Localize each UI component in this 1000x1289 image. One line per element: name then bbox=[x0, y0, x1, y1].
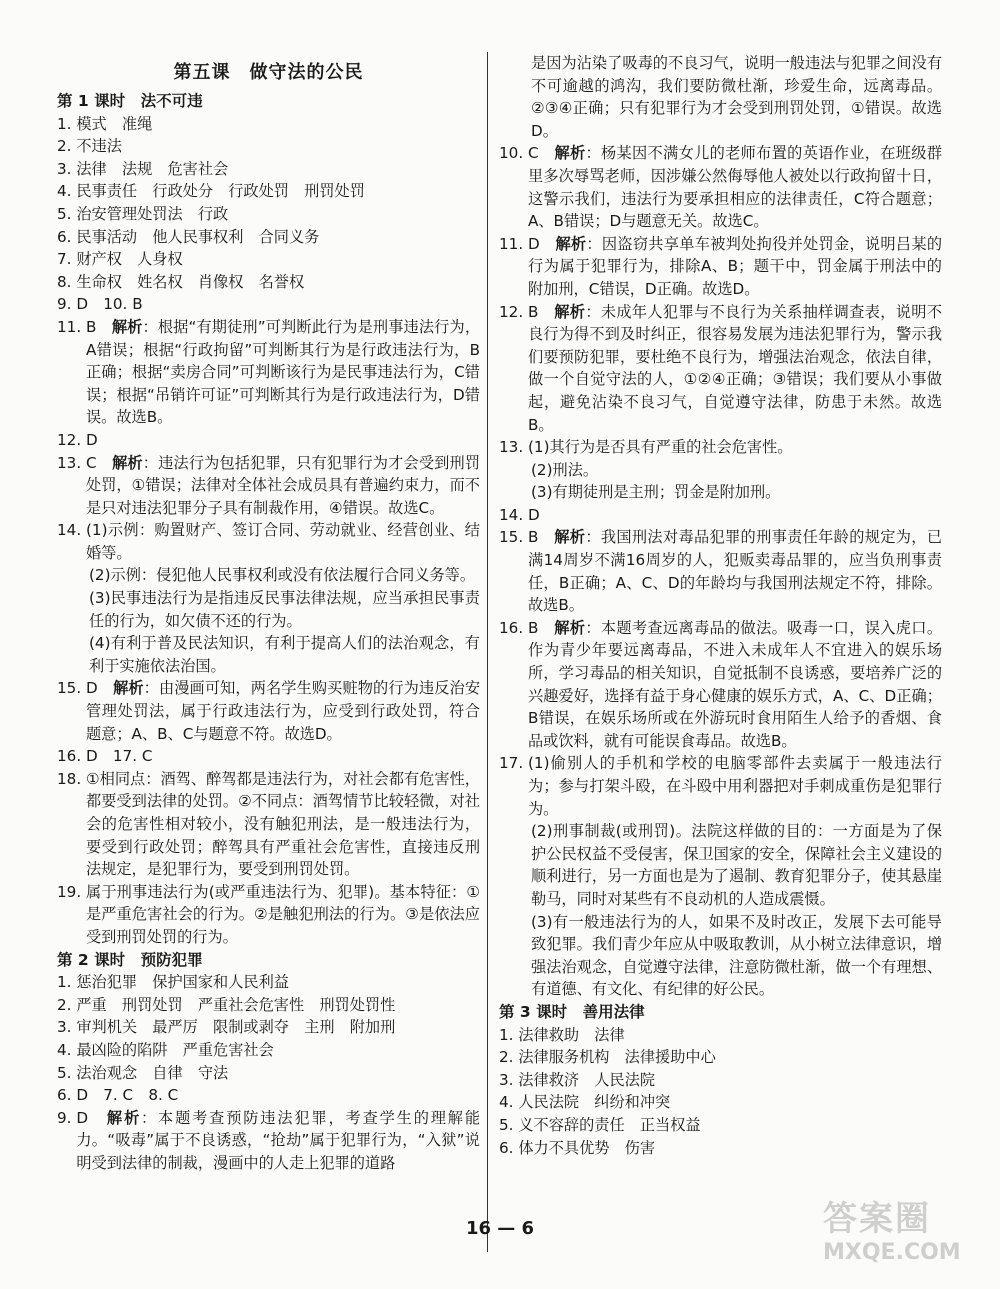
analysis-label: 解析 bbox=[554, 302, 586, 321]
item-text bbox=[76, 1039, 480, 1062]
item-body: ：杨某因不满女儿的老师布置的英语作业，在班级群里多次辱骂老师，因涉嫌公然侮辱他人被处以行政拘留十日，这警示我们，违法行为要承担相应的法律责任，C符合题意；A、B错误；D与题意无关。故选C。 bbox=[527, 144, 942, 231]
item-body: ：未成年人犯罪与不良行为关系抽样调查表，说明不良行为得不到及时纠正，很容易发展为违法犯罪行为，警示我们要预防犯罪，要杜绝不良行为，增强法治观念，依法自律，做一个自觉守法的人，①②④正确；③错误；我们要从小事做起，避免沾染不良习气，自觉遵守法律，防患于未然。故选B。 bbox=[527, 302, 943, 434]
item-text bbox=[528, 752, 942, 820]
item-body: 体力不具优势 伤害 bbox=[518, 1138, 656, 1157]
item-text bbox=[86, 768, 480, 881]
item-number: 1. bbox=[57, 973, 77, 992]
answer-item bbox=[499, 1069, 942, 1092]
answer-item bbox=[57, 226, 480, 249]
item-text bbox=[528, 436, 942, 459]
item-choice: B bbox=[527, 618, 555, 637]
item-body: D bbox=[85, 430, 98, 449]
item-body: ：本题考查预防违法犯罪，考查学生的理解能力。“吸毒”属于不良诱惑，“抢劫”属于犯罪行为，“入狱”说明受到法律的制裁，漫画中的人走上犯罪的道路 bbox=[76, 1108, 481, 1172]
answer-item bbox=[57, 1062, 480, 1085]
item-body: (1)偷别人的手机和学校的电脑零部件去卖属于一般违法行为；参与打架斗殴，在斗殴中用利器把对手刺成重伤是犯罪行为。 bbox=[527, 754, 942, 818]
item-text bbox=[528, 504, 942, 527]
item-number: 4. bbox=[499, 1093, 519, 1112]
answer-item bbox=[499, 301, 942, 437]
analysis-label: 解析 bbox=[554, 618, 586, 637]
item-body: 财产权 人身权 bbox=[76, 250, 183, 269]
item-number: 6. bbox=[57, 227, 77, 246]
item-text bbox=[76, 180, 480, 203]
item-number: 12. bbox=[499, 302, 528, 321]
item-text bbox=[86, 519, 480, 564]
answer-item bbox=[499, 526, 942, 616]
item-body: 法律 法规 危害社会 bbox=[76, 159, 229, 178]
item-choice: C bbox=[527, 144, 555, 163]
item-text bbox=[86, 881, 480, 949]
item-number: 16. bbox=[499, 618, 528, 637]
item-choice: C bbox=[85, 453, 113, 472]
item-text bbox=[76, 158, 480, 181]
item-body: 义不容辞的责任 正当权益 bbox=[518, 1115, 701, 1134]
item-number: 4. bbox=[57, 1040, 77, 1059]
answer-item bbox=[57, 293, 480, 316]
answer-item bbox=[499, 504, 942, 527]
answer-item bbox=[57, 1084, 480, 1107]
item-body: ：因盗窃共享单车被判处拘役并处罚金，说明吕某的行为属于犯罪行为，排除A、B；题干中，罚金属于刑法中的附加刑，C错误，D正确。故选D。 bbox=[527, 234, 943, 298]
answer-item bbox=[57, 113, 480, 136]
answer-item bbox=[57, 1016, 480, 1039]
answer-item bbox=[57, 203, 480, 226]
item-body: (1)其行为是否具有严重的社会危害性。 bbox=[527, 438, 793, 457]
item-text bbox=[528, 617, 942, 753]
item-body: 法律救助 法律 bbox=[518, 1025, 625, 1044]
item-body: ：本题考查远离毒品的做法。吸毒一口，误入虎口。作为青少年要远离毒品，不进入未成年人不宜进入的娱乐场所，学习毒品的相关知识，自觉抵制不良诱惑，要培养广泛的兴趣爱好，选择有益于身心健康的娱乐方式，A、C、D正确；B错误，在娱乐场所或在外游玩时食用陌生人给予的香烟、食品或饮料，就有可能误食毒品。故选B。 bbox=[527, 618, 943, 750]
item-body: ：根据“有期徒刑”可判断此行为是刑事违法行为，A错误；根据“行政拘留”可判断其行为是行政违法行为，B正确；根据“卖房合同”可判断该行为是民事违法行为，C错误；根据“吊销许可证”可判断其行为是行政违法行为，D错误。故选B。 bbox=[85, 317, 481, 427]
item-number: 5. bbox=[57, 1063, 77, 1082]
item-text bbox=[518, 1024, 942, 1047]
item-text bbox=[86, 316, 480, 429]
item-number: 3. bbox=[499, 1070, 519, 1089]
item-text bbox=[86, 429, 480, 452]
analysis-label: 解析 bbox=[554, 528, 586, 547]
sub-answer: (3)有一般违法行为的人，如果不及时改正，发展下去可能导致犯罪。我们青少年应从中吸取教训，从小树立法律意识，增强法治观念，自觉遵守法律，注意防微杜渐，做一个有理想、有道德、有文化、有纪律的好公民。 bbox=[531, 912, 942, 999]
sub-answer: (3)民事违法行为是指违反民事法律法规，应当承担民事责任的行为，如欠债不还的行为。 bbox=[89, 589, 480, 630]
answer-item bbox=[499, 1046, 942, 1069]
item-number: 2. bbox=[57, 995, 77, 1014]
item-body: D bbox=[527, 505, 540, 524]
item-number: 8. bbox=[57, 272, 77, 291]
analysis-label: 解析 bbox=[111, 317, 143, 336]
answer-item bbox=[57, 768, 480, 881]
item-text bbox=[76, 1062, 480, 1085]
item-number: 13. bbox=[499, 438, 528, 457]
item-text bbox=[76, 248, 480, 271]
item-text bbox=[518, 1137, 942, 1160]
item-body: D 7. C 8. C bbox=[76, 1086, 179, 1105]
item-body: 严重 刑罚处罚 严重社会危害性 刑罚处罚性 bbox=[76, 995, 396, 1014]
item-text bbox=[518, 1046, 942, 1069]
item-text bbox=[76, 1016, 480, 1039]
sub-answer: (2)刑法。 bbox=[531, 460, 599, 479]
right-column bbox=[499, 52, 942, 1159]
item-text bbox=[76, 113, 480, 136]
item-number: 9. bbox=[57, 295, 77, 314]
item-number: 17. bbox=[499, 754, 528, 773]
item-number: 2. bbox=[57, 137, 77, 156]
item-text bbox=[518, 1114, 942, 1137]
item-number: 15. bbox=[499, 528, 528, 547]
item-body: 法律救济 人民法院 bbox=[518, 1070, 656, 1089]
answer-item bbox=[499, 1114, 942, 1137]
item-number: 4. bbox=[57, 182, 77, 201]
continued-text: 是因为沾染了吸毒的不良习气，说明一般违法与犯罪之间没有不可逾越的鸿沟，我们要防微杜渐，珍爱生命，远离毒品。②③④正确；只有犯罪行为才会受到刑罚处罚，①错误。故选D。 bbox=[531, 54, 942, 140]
answer-item bbox=[57, 994, 480, 1017]
sub-answer: (3)有期徒刑是主刑；罚金是附加刑。 bbox=[531, 483, 781, 502]
item-text bbox=[76, 293, 480, 316]
item-body: ①相同点：酒驾、醉驾都是违法行为，对社会都有危害性，都要受到法律的处罚。②不同点：酒驾情节比较轻微，对社会的危害性相对较小，没有触犯刑法，是一般违法行为，要受到行政处罚；醉驾具有严重社会危害性，直接违反刑法规定，是犯罪行为，要受到刑罚处罚。 bbox=[85, 769, 480, 879]
item-choice: D bbox=[527, 234, 556, 253]
item-body: 民事活动 他人民事权利 合同义务 bbox=[76, 227, 320, 246]
answer-item bbox=[57, 429, 480, 452]
analysis-label: 解析 bbox=[112, 453, 143, 472]
watermark-logo bbox=[823, 1191, 973, 1271]
answer-item bbox=[57, 135, 480, 158]
item-body: 民事责任 行政处分 行政处罚 刑罚处罚 bbox=[76, 182, 365, 201]
lesson-title: 第五课 做守法的公民 bbox=[173, 62, 364, 83]
item-choice: D bbox=[85, 679, 114, 698]
item-number: 3. bbox=[57, 159, 77, 178]
answer-item bbox=[57, 677, 480, 745]
item-body: 不违法 bbox=[76, 137, 122, 156]
item-number: 19. bbox=[57, 882, 86, 901]
item-text bbox=[86, 452, 480, 520]
analysis-label: 解析 bbox=[106, 1108, 142, 1127]
item-number: 9. bbox=[57, 1108, 77, 1127]
answer-item bbox=[57, 158, 480, 181]
answer-item bbox=[57, 881, 480, 949]
answer-item bbox=[57, 519, 480, 564]
item-text bbox=[86, 745, 480, 768]
item-number: 12. bbox=[57, 430, 86, 449]
item-number: 14. bbox=[57, 521, 86, 540]
item-body: 治安管理处罚法 行政 bbox=[76, 204, 229, 223]
item-number: 10. bbox=[499, 144, 528, 163]
answer-item bbox=[499, 752, 942, 820]
answer-item bbox=[57, 271, 480, 294]
item-body: D 10. B bbox=[76, 295, 143, 314]
item-text bbox=[518, 1069, 942, 1092]
item-body: 属于刑事违法行为(或严重违法行为、犯罪)。基本特征：①是严重危害社会的行为。②是触犯刑法的行为。③是依法应受到刑罚处罚的行为。 bbox=[85, 882, 480, 946]
item-choice: B bbox=[527, 302, 555, 321]
analysis-label: 解析 bbox=[555, 234, 587, 253]
watermark-url: MXQE.COM bbox=[823, 1240, 961, 1265]
answer-item bbox=[57, 1039, 480, 1062]
item-choice: B bbox=[527, 528, 555, 547]
item-number: 13. bbox=[57, 453, 86, 472]
item-body: D 17. C bbox=[85, 747, 153, 766]
item-number: 6. bbox=[57, 1086, 77, 1105]
item-body: ：违法行为包括犯罪，只有犯罪行为才会受到刑罚处罚，①错误；法律对全体社会成员具有普遍约束力，而不是只对违法犯罪分子具有制裁作用，④错误。故选C。 bbox=[85, 453, 481, 517]
item-choice: D bbox=[76, 1108, 107, 1127]
column-divider bbox=[487, 52, 488, 1252]
item-text bbox=[528, 301, 942, 437]
answer-item bbox=[57, 316, 480, 429]
item-number: 11. bbox=[57, 317, 86, 336]
item-body: 法律服务机构 法律援助中心 bbox=[518, 1048, 716, 1067]
answer-item bbox=[499, 1024, 942, 1047]
item-body: 生命权 姓名权 肖像权 名誉权 bbox=[76, 272, 305, 291]
item-number: 7. bbox=[57, 250, 77, 269]
item-text bbox=[518, 1091, 942, 1114]
answer-item bbox=[57, 1107, 480, 1175]
answer-item bbox=[499, 142, 942, 232]
item-number: 1. bbox=[499, 1025, 519, 1044]
item-text bbox=[76, 271, 480, 294]
item-body: 法治观念 自律 守法 bbox=[76, 1063, 229, 1082]
item-number: 11. bbox=[499, 234, 528, 253]
item-number: 2. bbox=[499, 1048, 519, 1067]
answer-item bbox=[57, 452, 480, 520]
answer-item bbox=[57, 180, 480, 203]
answer-item bbox=[57, 971, 480, 994]
answer-item bbox=[499, 233, 942, 301]
item-number: 18. bbox=[57, 769, 86, 788]
item-body: 惩治犯罪 保护国家和人民利益 bbox=[76, 973, 289, 992]
item-body: 模式 准绳 bbox=[76, 114, 153, 133]
page-number: 16 — 6 bbox=[465, 1218, 535, 1239]
item-body: 最凶险的陷阱 严重危害社会 bbox=[76, 1040, 274, 1059]
answer-item bbox=[499, 436, 942, 459]
item-text bbox=[76, 1107, 480, 1175]
item-choice: B bbox=[85, 317, 112, 336]
item-text bbox=[528, 142, 942, 232]
item-number: 16. bbox=[57, 747, 86, 766]
item-text bbox=[528, 526, 942, 616]
section-heading: 第 3 课时 善用法律 bbox=[499, 1002, 645, 1021]
analysis-label: 解析 bbox=[554, 144, 586, 163]
item-number: 6. bbox=[499, 1138, 519, 1157]
item-number: 5. bbox=[499, 1115, 519, 1134]
item-body: 审判机关 最严厉 限制或剥夺 主刑 附加刑 bbox=[76, 1018, 396, 1037]
item-text bbox=[76, 135, 480, 158]
analysis-label: 解析 bbox=[113, 679, 144, 698]
item-text bbox=[76, 203, 480, 226]
item-number: 5. bbox=[57, 204, 77, 223]
sub-answer: (2)示例：侵犯他人民事权利或没有依法履行合同义务等。 bbox=[89, 566, 476, 585]
item-number: 15. bbox=[57, 679, 86, 698]
answer-item bbox=[499, 617, 942, 753]
answer-item bbox=[57, 248, 480, 271]
answer-item bbox=[499, 1091, 942, 1114]
item-body: (1)示例：购置财产、签订合同、劳动就业、经营创业、结婚等。 bbox=[85, 521, 480, 562]
section-heading: 第 1 课时 法不可违 bbox=[57, 92, 203, 110]
item-body: 人民法院 纠纷和冲突 bbox=[518, 1093, 671, 1112]
item-text bbox=[528, 233, 942, 301]
left-column bbox=[57, 52, 480, 1175]
item-text bbox=[76, 1084, 480, 1107]
item-body: ：我国刑法对毒品犯罪的刑事责任年龄的规定为，已满14周岁不满16周岁的人，犯贩卖毒品罪的，应当负刑事责任，B正确；A、C、D的年龄均与我国刑法规定不符，排除。故选B。 bbox=[527, 528, 943, 615]
item-number: 14. bbox=[499, 505, 528, 524]
item-text bbox=[76, 226, 480, 249]
item-text bbox=[86, 677, 480, 745]
section-heading: 第 2 课时 预防犯罪 bbox=[57, 950, 203, 969]
watermark-text: 答案圈 bbox=[823, 1199, 931, 1239]
item-number: 1. bbox=[57, 114, 77, 133]
answer-item bbox=[499, 1137, 942, 1160]
sub-answer: (2)刑事制裁(或刑罚)。法院这样做的目的：一方面是为了保护公民权益不受侵害，保卫国家的安全，保障社会主义建设的顺利进行，另一方面也是为了遏制、教育犯罪分子，使其悬崖勒马，同时对某些有不良动机的人造成震慑。 bbox=[531, 822, 942, 908]
item-number: 3. bbox=[57, 1018, 77, 1037]
answer-item bbox=[57, 745, 480, 768]
item-text bbox=[76, 994, 480, 1017]
sub-answer: (4)有利于普及民法知识，有利于提高人们的法治观念，有利于实施依法治国。 bbox=[89, 634, 480, 675]
item-text bbox=[76, 971, 480, 994]
item-body: ：由漫画可知，两名学生购买赃物的行为违反治安管理处罚法，属于行政违法行为，应受到行政处罚，符合题意；A、B、C与题意不符。故选D。 bbox=[85, 679, 481, 743]
